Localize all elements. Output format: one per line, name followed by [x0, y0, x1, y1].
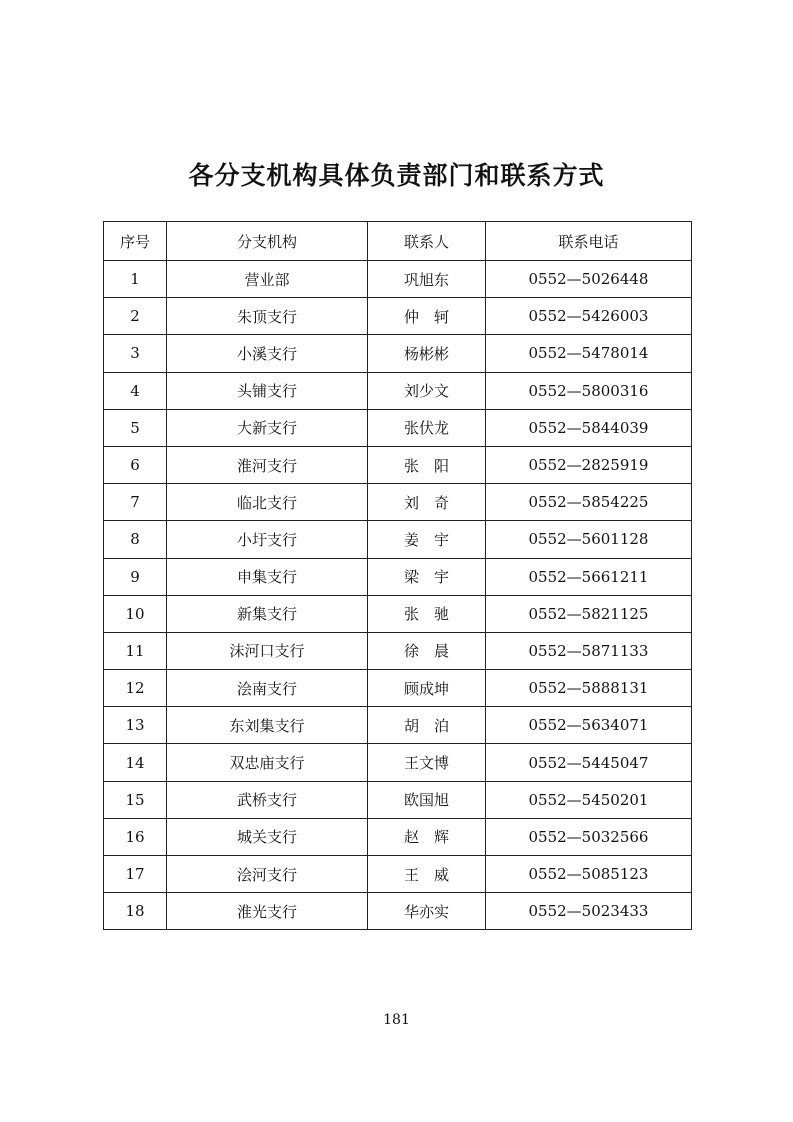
row-contact: 胡 泊 — [368, 707, 486, 744]
table-row — [104, 707, 692, 744]
row-contact: 刘 奇 — [368, 484, 486, 521]
row-branch: 小圩支行 — [167, 521, 368, 558]
row-contact: 张 阳 — [368, 446, 486, 483]
row-phone: 0552—2825919 — [486, 446, 692, 483]
row-contact: 徐 晨 — [368, 632, 486, 669]
table-row — [104, 781, 692, 818]
table-row — [104, 818, 692, 855]
row-no: 18 — [104, 893, 167, 930]
row-branch: 武桥支行 — [167, 781, 368, 818]
row-contact: 梁 宇 — [368, 558, 486, 595]
header-no: 序号 — [104, 222, 167, 261]
row-no: 6 — [104, 446, 167, 483]
row-phone: 0552—5426003 — [486, 298, 692, 335]
row-contact: 仲 轲 — [368, 298, 486, 335]
table-row — [104, 632, 692, 669]
row-contact: 张 驰 — [368, 595, 486, 632]
row-branch: 浍河支行 — [167, 856, 368, 893]
row-phone: 0552—5023433 — [486, 893, 692, 930]
table-row — [104, 744, 692, 781]
row-no: 11 — [104, 632, 167, 669]
row-phone: 0552—5634071 — [486, 707, 692, 744]
row-branch: 申集支行 — [167, 558, 368, 595]
row-contact: 顾成坤 — [368, 670, 486, 707]
row-contact: 王文博 — [368, 744, 486, 781]
page-title: 各分支机构具体负责部门和联系方式 — [188, 161, 605, 190]
row-contact: 杨彬彬 — [368, 335, 486, 372]
row-contact: 华亦实 — [368, 893, 486, 930]
table-row — [104, 484, 692, 521]
table-row — [104, 893, 692, 930]
contacts-table — [103, 221, 692, 930]
row-contact: 赵 辉 — [368, 818, 486, 855]
row-contact: 巩旭东 — [368, 261, 486, 298]
row-no: 5 — [104, 409, 167, 446]
table-row — [104, 261, 692, 298]
table-row — [104, 521, 692, 558]
row-phone: 0552—5800316 — [486, 372, 692, 409]
row-branch: 沫河口支行 — [167, 632, 368, 669]
row-branch: 临北支行 — [167, 484, 368, 521]
row-phone: 0552—5445047 — [486, 744, 692, 781]
row-phone: 0552—5450201 — [486, 781, 692, 818]
row-phone: 0552—5085123 — [486, 856, 692, 893]
row-phone: 0552—5478014 — [486, 335, 692, 372]
row-branch: 淮光支行 — [167, 893, 368, 930]
row-contact: 张伏龙 — [368, 409, 486, 446]
row-phone: 0552—5854225 — [486, 484, 692, 521]
header-branch: 分支机构 — [167, 222, 368, 261]
row-branch: 淮河支行 — [167, 446, 368, 483]
row-no: 15 — [104, 781, 167, 818]
row-contact: 欧国旭 — [368, 781, 486, 818]
table-row — [104, 595, 692, 632]
row-branch: 双忠庙支行 — [167, 744, 368, 781]
row-no: 17 — [104, 856, 167, 893]
row-phone: 0552—5888131 — [486, 670, 692, 707]
row-phone: 0552—5026448 — [486, 261, 692, 298]
row-phone: 0552—5821125 — [486, 595, 692, 632]
row-contact: 王 威 — [368, 856, 486, 893]
row-branch: 头铺支行 — [167, 372, 368, 409]
row-branch: 东刘集支行 — [167, 707, 368, 744]
row-contact: 姜 宇 — [368, 521, 486, 558]
row-no: 16 — [104, 818, 167, 855]
header-contact: 联系人 — [368, 222, 486, 261]
row-branch: 朱顶支行 — [167, 298, 368, 335]
row-no: 13 — [104, 707, 167, 744]
row-branch: 浍南支行 — [167, 670, 368, 707]
row-phone: 0552—5032566 — [486, 818, 692, 855]
table-header-row — [104, 222, 692, 261]
row-phone: 0552—5661211 — [486, 558, 692, 595]
row-branch: 小溪支行 — [167, 335, 368, 372]
row-branch: 城关支行 — [167, 818, 368, 855]
row-no: 12 — [104, 670, 167, 707]
row-no: 3 — [104, 335, 167, 372]
row-no: 9 — [104, 558, 167, 595]
row-no: 10 — [104, 595, 167, 632]
row-no: 4 — [104, 372, 167, 409]
table-row — [104, 298, 692, 335]
page-number: 181 — [383, 1012, 410, 1028]
table-row — [104, 558, 692, 595]
row-no: 7 — [104, 484, 167, 521]
row-phone: 0552—5844039 — [486, 409, 692, 446]
header-phone: 联系电话 — [486, 222, 692, 261]
table-row — [104, 372, 692, 409]
row-phone: 0552—5601128 — [486, 521, 692, 558]
table-row — [104, 409, 692, 446]
row-no: 8 — [104, 521, 167, 558]
table-row — [104, 670, 692, 707]
table-row — [104, 335, 692, 372]
row-no: 1 — [104, 261, 167, 298]
row-phone: 0552—5871133 — [486, 632, 692, 669]
table-row — [104, 446, 692, 483]
row-branch: 新集支行 — [167, 595, 368, 632]
table-row — [104, 856, 692, 893]
row-no: 2 — [104, 298, 167, 335]
row-no: 14 — [104, 744, 167, 781]
row-contact: 刘少文 — [368, 372, 486, 409]
row-branch: 营业部 — [167, 261, 368, 298]
row-branch: 大新支行 — [167, 409, 368, 446]
